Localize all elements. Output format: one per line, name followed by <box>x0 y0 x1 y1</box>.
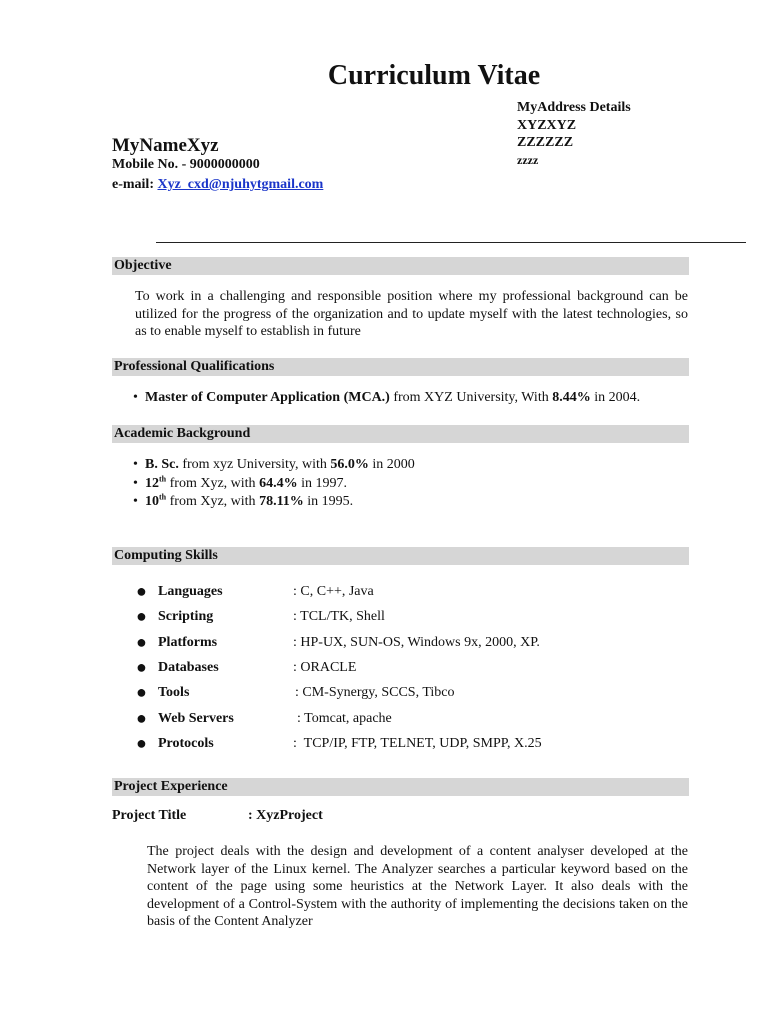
header-divider <box>156 242 746 243</box>
skill-row <box>136 733 696 758</box>
list-item: • B. Sc. from xyz University, with 56.0% in 2000 <box>133 456 693 475</box>
mobile-number: Mobile No. - 9000000000 <box>112 157 260 172</box>
skill-value: : HP-UX, SUN-OS, Windows 9x, 2000, XP. <box>293 635 540 650</box>
email-row <box>112 177 323 193</box>
skill-row <box>136 657 696 682</box>
bullet-icon: ● <box>136 581 147 601</box>
skill-value: : TCP/IP, FTP, TELNET, UDP, SMPP, X.25 <box>293 736 542 751</box>
bullet-icon: • <box>133 494 138 509</box>
bullet-icon: ● <box>136 632 147 652</box>
section-heading-objective: Objective <box>112 257 689 275</box>
objective-text: To work in a challenging and responsible position where my professional background can be utilized for the progress of the organization and to update myself with the latest technologies, so as to enable myself to establish in future <box>135 289 688 339</box>
skill-label: Platforms <box>158 635 218 650</box>
skill-value: : C, C++, Java <box>293 584 374 599</box>
email-link[interactable]: Xyz_cxd@njuhytgmail.com <box>157 177 324 192</box>
address-line: ZZZZZZ <box>517 135 574 150</box>
address-line: zzzz <box>517 152 539 167</box>
project-title-label: Project Title <box>112 808 187 823</box>
skill-label: Languages <box>158 584 223 599</box>
page-title: Curriculum Vitae <box>327 60 541 91</box>
skill-value: : CM-Synergy, SCCS, Tibco <box>295 685 455 700</box>
candidate-name: MyNameXyz <box>112 135 219 156</box>
skill-row <box>136 606 696 631</box>
skill-label: Scripting <box>158 609 214 624</box>
skill-row <box>136 708 696 733</box>
skill-value: : Tomcat, apache <box>297 711 392 726</box>
skill-label: Databases <box>158 660 219 675</box>
section-heading-academic: Academic Background <box>112 425 689 443</box>
bullet-icon: ● <box>136 708 147 728</box>
skill-row <box>136 632 696 657</box>
address-block <box>517 99 631 169</box>
academic-list <box>133 456 693 512</box>
address-label: MyAddress Details <box>517 100 631 115</box>
address-line: XYZXYZ <box>517 117 577 133</box>
bullet-icon: • <box>133 475 138 491</box>
section-heading-skills: Computing Skills <box>112 547 689 565</box>
skill-value: : TCL/TK, Shell <box>293 609 385 624</box>
bullet-icon: • <box>133 457 138 472</box>
skill-row <box>136 581 696 606</box>
list-item: • 12th from Xyz, with 64.4% in 1997. <box>133 475 693 494</box>
skill-label: Web Servers <box>158 711 234 726</box>
project-description: The project deals with the design and development of a content analyser developed at the Network layer of the Linux kernel. The Analyzer searches a particular keyword based on the content of the page using some heuristics at the Network Layer. It also deals with the development of a Control-System with the authority of implementing the decisions taken on the basis of the Content Analyzer <box>147 844 688 929</box>
section-heading-qualifications: Professional Qualifications <box>112 358 689 376</box>
section-heading-project: Project Experience <box>112 778 689 796</box>
bullet-icon: ● <box>136 733 147 753</box>
bullet-icon: ● <box>136 657 147 677</box>
skill-label: Protocols <box>158 736 214 751</box>
project-title-value: : XyzProject <box>248 808 323 823</box>
bullet-icon: ● <box>136 682 147 702</box>
skill-value: : ORACLE <box>293 660 357 675</box>
qualification-item: • Master of Computer Application (MCA.) from XYZ University, With 8.44% in 2004. <box>133 389 693 408</box>
bullet-icon: ● <box>136 606 147 626</box>
skill-label: Tools <box>158 685 190 700</box>
list-item: • 10th from Xyz, with 78.11% in 1995. <box>133 493 693 512</box>
skill-row <box>136 682 696 707</box>
bullet-icon: • <box>133 390 138 405</box>
email-label: e-mail: <box>112 177 154 192</box>
